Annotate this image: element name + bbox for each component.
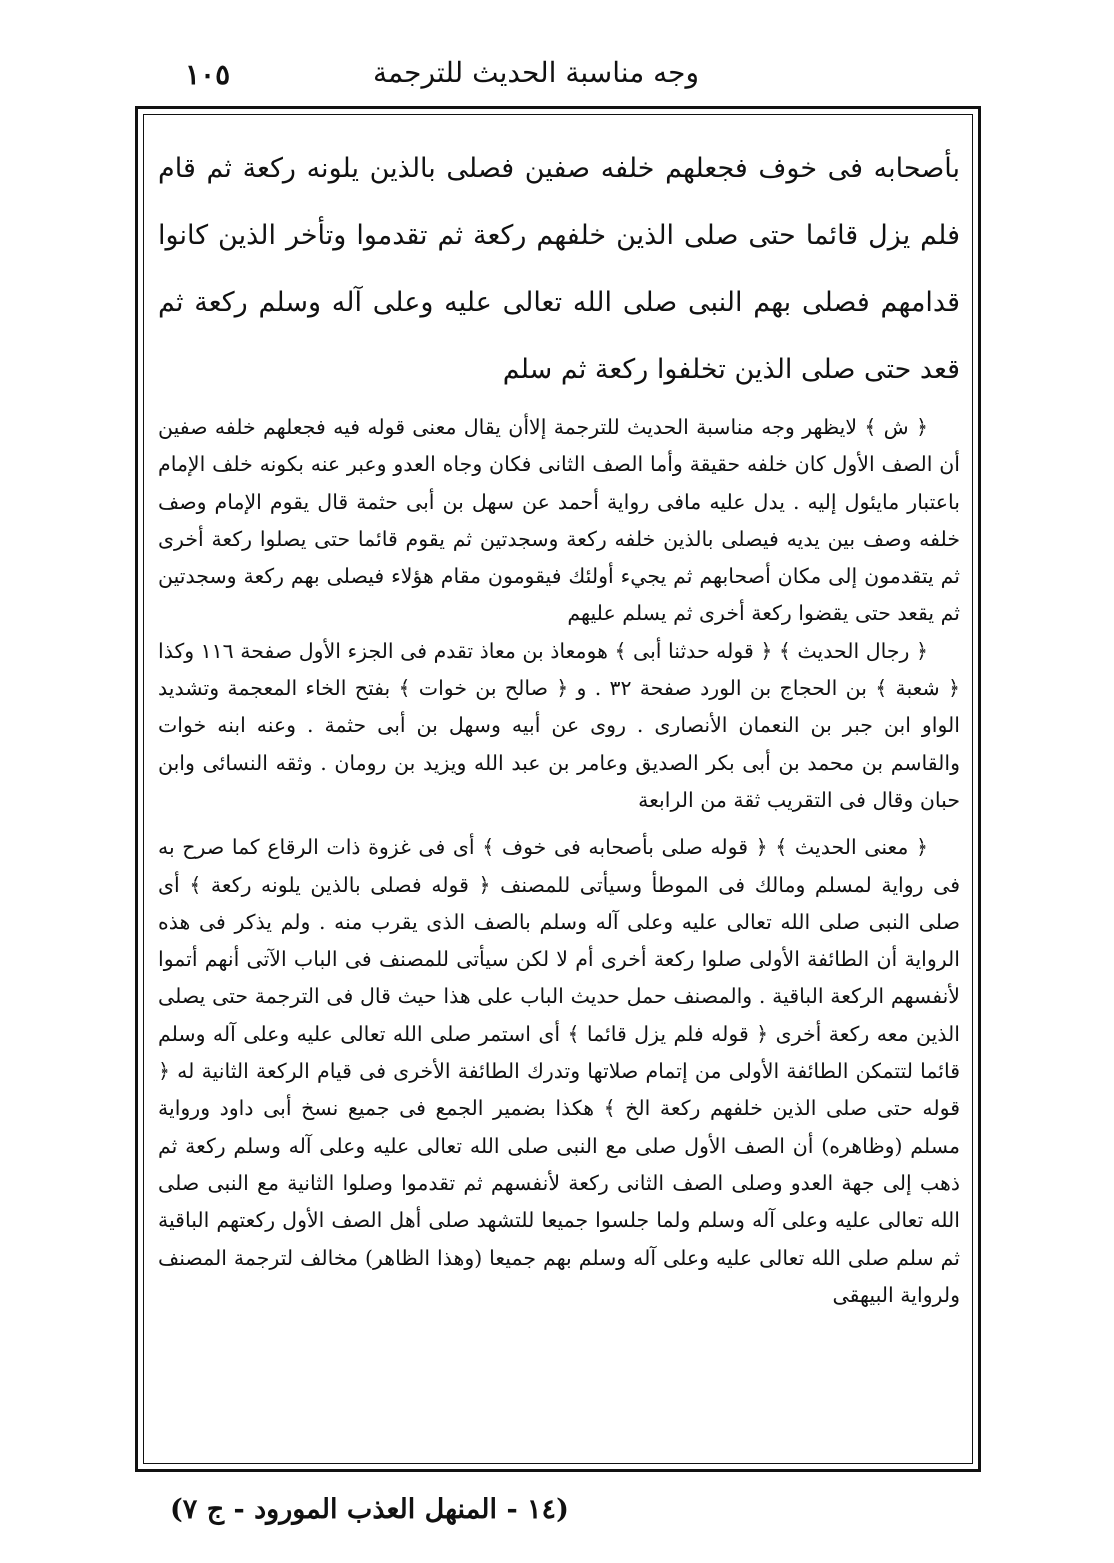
hadith-text bbox=[158, 135, 960, 403]
text-frame bbox=[135, 106, 981, 1472]
page-number: ١٠٥ bbox=[185, 58, 231, 91]
commentary-paragraph-narrators: ﴿ رجال الحديث ﴾ ﴿ قوله حدثنا أبى ﴾ هومعاذ بن معاذ تقدم فى الجزء الأول صفحة ١١٦ وكذا ﴿ شعبة ﴾ بن الحجاج بن الورد صفحة ٣٢ . و ﴿ صالح بن خوات ﴾ بفتح الخاء المعجمة وتشديد الواو ابن جبر بن النعمان الأنصارى . روى عن أبيه وسهل بن أبى حثمة . وعنه ابنه خوات والقاسم بن محمد بن أبى بكر الصديق وعامر بن عبد الله ويزيد بن رومان . وثقه النسائى وابن حبان وقال فى التقريب ثقة من الرابعة bbox=[158, 638, 960, 812]
hadith-line: تعالى عليه وعلى آله وسلم ركعة ثم قعد حتى صلى الذين تخلفوا ركعة ثم سلم bbox=[158, 287, 960, 385]
running-title: وجه مناسبة الحديث للترجمة bbox=[372, 56, 699, 89]
commentary-paragraph-sharh: ﴿ ش ﴾ لايظهر وجه مناسبة الحديث للترجمة إلاأن يقال معنى قوله فيه فجعلهم خلفه صفين أن الصف الأول كان خلفه حقيقة وأما الصف الثانى فكان وجاه العدو وعبر عنه بكونه خلف الإمام باعتبار مايئول إليه . يدل عليه مافى رواية أحمد عن سهل بن أبى حثمة قال يقوم الإمام وصف خلفه وصف بين يديه فيصلى بالذين خلفه ركعة وسجدتين ثم يقوم قائما حتى يصلوا ركعة أخرى ثم يتقدمون إلى مكان أصحابهم ثم يجيء أولئك فيقومون مقام هؤلاء فيصلى بهم ركعة وسجدتين ثم يقعد حتى يقضوا ركعة أخرى ثم يسلم عليهم bbox=[158, 415, 960, 626]
hadith-line: بأصحابه فى خوف فجعلهم خلفه صفين فصلى بالذين يلونه ركعة ثم قام فلم يزل قائما حتى bbox=[158, 153, 960, 251]
commentary-paragraph-meaning: ﴿ معنى الحديث ﴾ ﴿ قوله صلى بأصحابه فى خوف ﴾ أى فى غزوة ذات الرقاع كما صرح به فى رواية لمسلم ومالك فى الموطأ وسيأتى للمصنف ﴿ قوله فصلى بالذين يلونه ركعة ﴾ أى صلى النبى صلى الله تعالى عليه وعلى آله وسلم بالصف الذى يقرب منه . ولم يذكر فى هذه الرواية أن الطائفة الأولى صلوا ركعة أخرى أم لا لكن سيأتى للمصنف فى الباب الآتى أنهم أتموا لأنفسهم الركعة الباقية . والمصنف حمل حديث الباب على هذا حيث قال فى الترجمة حتى يصلى الذين معه ركعة أخرى ﴿ قوله فلم يزل قائما ﴾ أى استمر صلى الله تعالى عليه وعلى آله وسلم قائما لتتمكن الطائفة الأولى من إتمام صلاتها وتدرك الطائفة الأخرى فى قيام الركعة الثانية له ﴿ قوله حتى صلى الذين خلفهم ركعة الخ ﴾ هكذا بضمير الجمع فى جميع نسخ أبى داود ورواية مسلم (وظاهره) أن الصف الأول صلى مع النبى صلى الله تعالى عليه وعلى آله وسلم ركعة ثم ذهب إلى جهة العدو وصلى الصف الثانى ركعة لأنفسهم ثم تقدموا وصلوا الثانية مع النبى صلى الله تعالى عليه وعلى آله وسلم ولما جلسوا جميعا للتشهد صلى أهل الصف الأول ركعتهم الباقية ثم سلم صلى الله تعالى عليه وعلى آله وسلم بهم جميعا (وهذا الظاهر) مخالف لترجمة المصنف ولرواية البيهقى bbox=[158, 835, 960, 1307]
hadith-line: صلى الذين خلفهم ركعة ثم تقدموا وتأخر الذين كانوا قدامهم فصلى بهم النبى صلى الله bbox=[158, 220, 960, 318]
page-body bbox=[158, 135, 960, 1314]
signature-mark: (١٤ - المنهل العذب المورود - ج ٧) bbox=[170, 1494, 569, 1525]
page-header bbox=[130, 56, 984, 96]
